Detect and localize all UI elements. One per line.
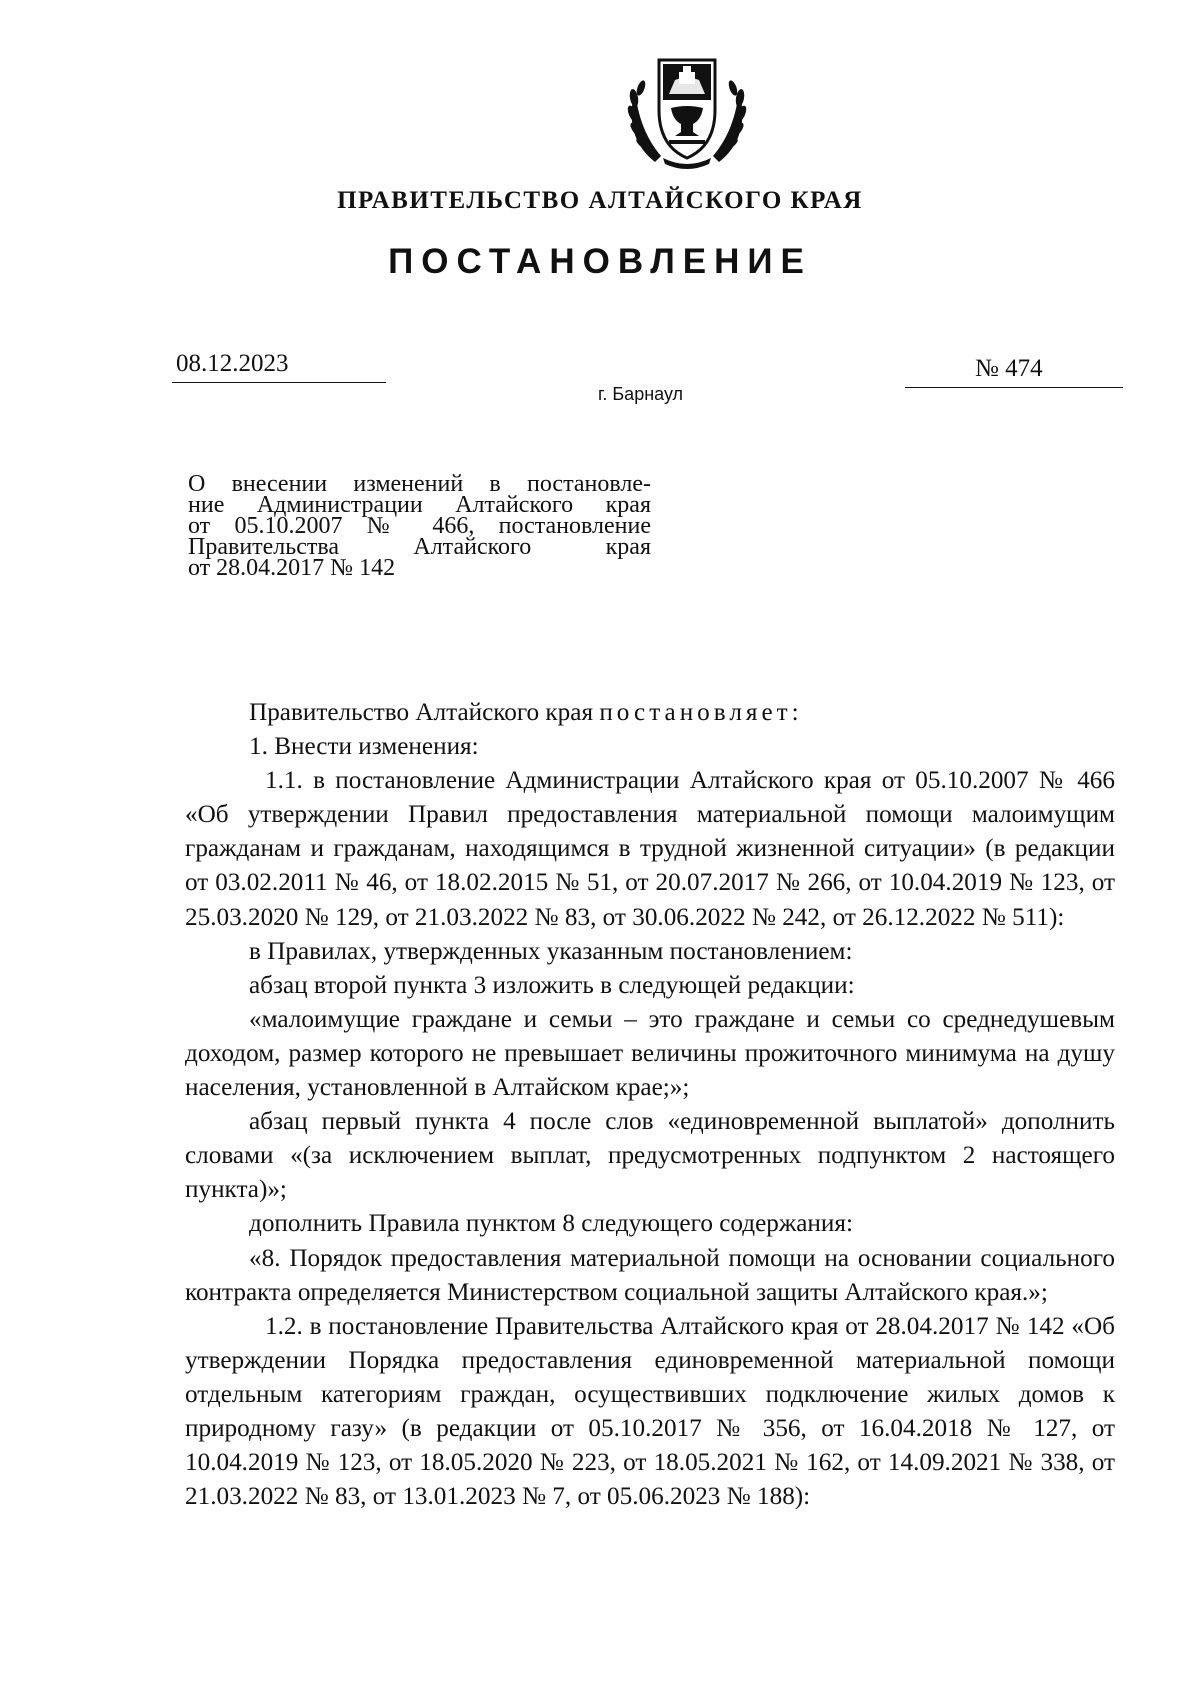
- subject-line: Правительства Алтайского края: [188, 534, 651, 560]
- paragraph-1-2: 1.2. в постановление Правительства Алтайского края от 28.04.2017 № 142 «Об утверждении Порядка предоставления единовременной материальной помощи отдельным категориям граждан, осуществивших подключение жилых домов к природному газу» (в редакции от 05.10.2017 № 356, от 16.04.2018 № 127, от 10.04.2019 № 123, от 18.05.2020 № 223, от 18.05.2021 № 162, от 14.09.2021 № 338, от 21.03.2022 № 83, от 13.01.2023 № 7, от 05.06.2023 № 188):: [185, 1312, 1115, 1511]
- document-body: [185, 696, 1115, 1514]
- paragraph-quote-8: «8. Порядок предоставления материальной помощи на основании социального контракта определяется Министерством социальной защиты Алтайского края.»;: [185, 1244, 1115, 1306]
- paragraph-add-8: дополнить Правила пунктом 8 следующего содержания:: [249, 1210, 853, 1238]
- document-subject: [188, 471, 651, 581]
- subject-line: от 28.04.2017 № 142: [188, 555, 396, 581]
- paragraph-quote-1: «малоимущие граждане и семьи – это граждане и семьи со среднедушевым доходом, размер которого не превышает величины прожиточного минимума на душу населения, установленной в Алтайском крае;»;: [185, 1005, 1115, 1102]
- paragraph-1-1: 1.1. в постановление Администрации Алтайского края от 05.10.2007 № 466 «Об утверждении Правил предоставления материальной помощи малоимущим гражданам и гражданам, находящимся в трудной жизненной ситуации» (в редакции от 03.02.2011 № 46, от 18.02.2015 № 51, от 20.07.2017 № 266, от 10.04.2019 № 123, от 25.03.2020 № 129, от 21.03.2022 № 83, от 30.06.2022 № 242, от 26.12.2022 № 511):: [185, 767, 1115, 931]
- preamble-text: Правительство Алтайского края: [249, 699, 600, 726]
- preamble-decree-word: постановляет:: [599, 699, 803, 726]
- paragraph-abz1: абзац первый пункта 4 после слов «единовременной выплатой» дополнить словами «(за исключением выплат, предусмотренных подпунктом 2 настоящего пункта)»;: [185, 1108, 1115, 1204]
- preamble-paragraph: [185, 696, 1115, 730]
- paragraph-abz2: абзац второй пункта 3 изложить в следующей редакции:: [249, 971, 855, 999]
- document-date: 08.12.2023: [172, 350, 386, 383]
- organization-name: ПРАВИТЕЛЬСТВО АЛТАЙСКОГО КРАЯ: [337, 187, 863, 214]
- document-city: г. Барнаул: [598, 384, 684, 404]
- subject-line: ние Администрации Алтайского края: [188, 492, 651, 518]
- subject-line: О внесении изменений в постановле-: [188, 471, 651, 497]
- subject-line: от 05.10.2007 № 466, постановление: [188, 513, 651, 539]
- altai-krai-coat-of-arms-icon: [625, 50, 749, 172]
- document-type-title: ПОСТАНОВЛЕНИЕ: [388, 242, 812, 281]
- paragraph-1: 1. Внести изменения:: [249, 733, 479, 761]
- document-number: № 474: [905, 355, 1123, 388]
- paragraph-rules: в Правилах, утвержденных указанным постановлением:: [249, 937, 853, 965]
